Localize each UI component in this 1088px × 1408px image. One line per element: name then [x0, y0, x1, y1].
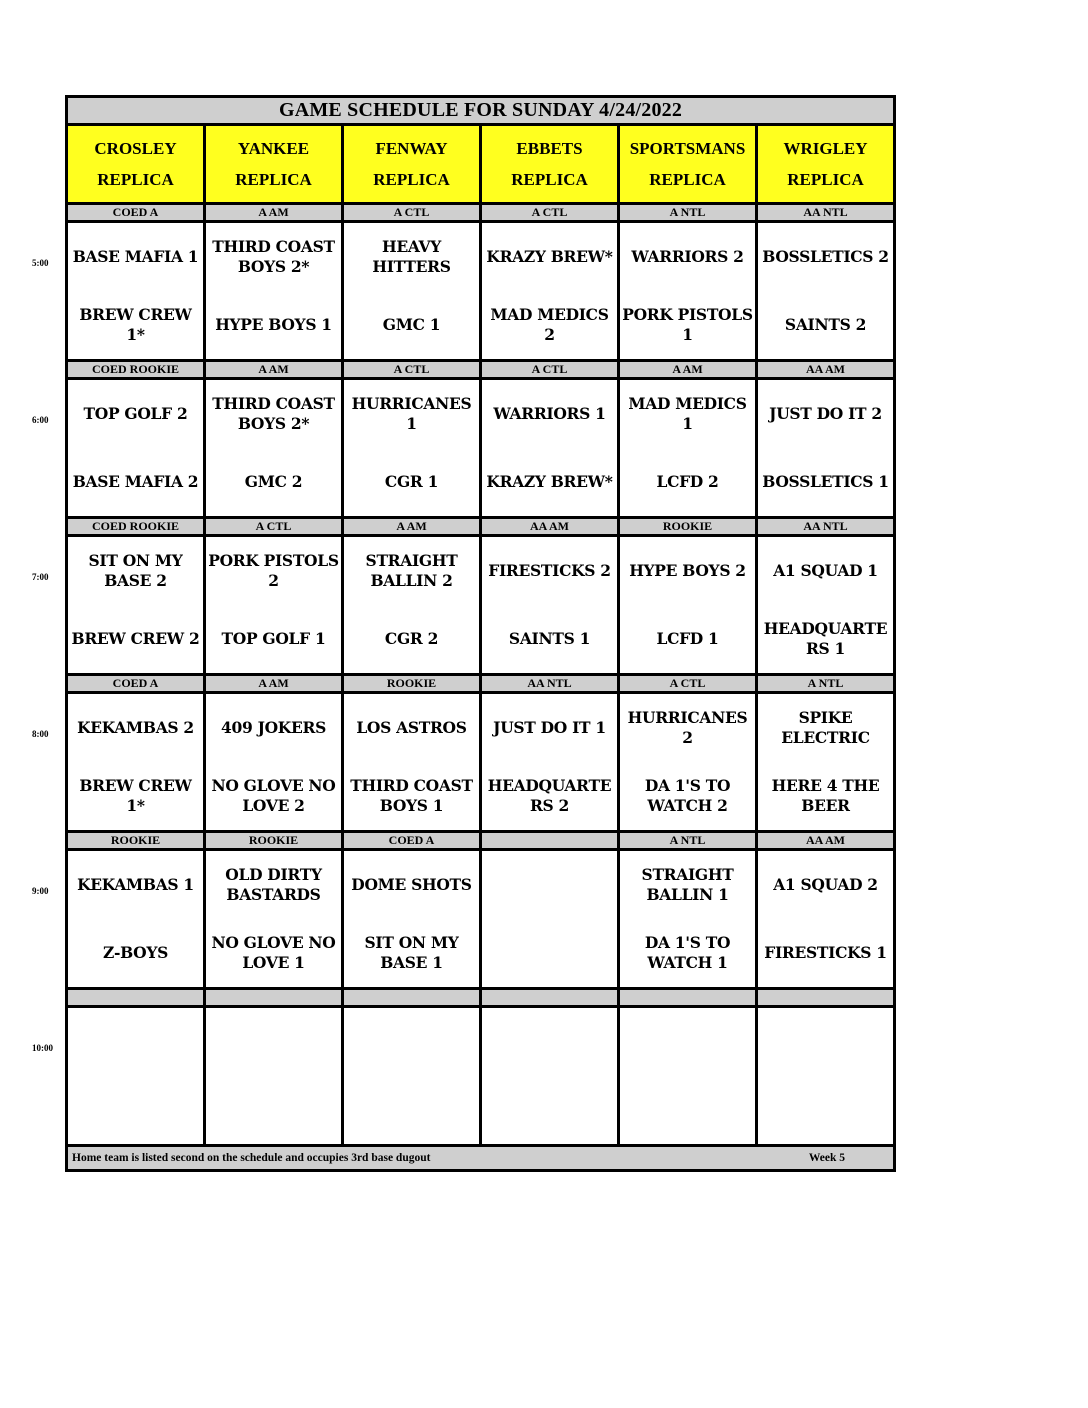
- game-cell: [481, 693, 619, 832]
- division-label: A NTL: [757, 675, 895, 693]
- division-row: [67, 518, 895, 536]
- away-team: HEAVY HITTERS: [372, 237, 451, 276]
- home-team: SIT ON MY BASE 1: [364, 933, 459, 972]
- footer-note: Home team is listed second on the schedule and occupies 3rd base dugout: [72, 1152, 431, 1164]
- division-label: AA NTL: [757, 518, 895, 536]
- home-team: CGR 2: [384, 629, 439, 648]
- home-team: [344, 1076, 479, 1144]
- venue-name: EBBETS: [516, 139, 583, 158]
- division-label: A AM: [205, 675, 343, 693]
- game-cell: [205, 693, 343, 832]
- schedule-table: [65, 95, 896, 1172]
- game-cell: [67, 536, 205, 675]
- division-label: [757, 989, 895, 1007]
- game-cell: [67, 693, 205, 832]
- division-label: COED ROOKIE: [67, 361, 205, 379]
- home-team: [758, 1076, 893, 1144]
- away-team: [344, 1008, 479, 1076]
- game-cell: [67, 222, 205, 361]
- venue-header: [481, 125, 619, 204]
- division-label: AA NTL: [757, 204, 895, 222]
- game-cell: [481, 850, 619, 989]
- page-title: GAME SCHEDULE FOR SUNDAY 4/24/2022: [67, 97, 895, 125]
- away-team: A1 SQUAD 1: [773, 561, 878, 580]
- home-team: [206, 1076, 341, 1144]
- home-team: LCFD 1: [656, 629, 719, 648]
- game-cell: [757, 693, 895, 832]
- game-cell: [757, 222, 895, 361]
- venue-sub: REPLICA: [97, 170, 174, 189]
- home-team: NO GLOVE NO LOVE 2: [211, 776, 336, 815]
- away-team: THIRD COAST BOYS 2*: [212, 394, 335, 433]
- division-row: [67, 361, 895, 379]
- division-row: [67, 989, 895, 1007]
- home-team: [68, 1076, 203, 1144]
- slot-time: 8:00: [32, 728, 49, 739]
- division-label: A AM: [205, 361, 343, 379]
- away-team: THIRD COAST BOYS 2*: [212, 237, 335, 276]
- away-team: BOSSLETICS 2: [762, 247, 889, 266]
- time-slot-row: [67, 379, 895, 518]
- venue-name: SPORTSMANS: [629, 139, 746, 158]
- time-slot-row: [67, 850, 895, 989]
- venue-name: WRIGLEY: [783, 139, 868, 158]
- game-cell: [481, 1007, 619, 1146]
- division-label: A CTL: [481, 204, 619, 222]
- division-label: AA AM: [481, 518, 619, 536]
- away-team: TOP GOLF 2: [83, 404, 188, 423]
- game-cell: [481, 536, 619, 675]
- game-cell: [205, 379, 343, 518]
- division-label: [481, 989, 619, 1007]
- game-cell: [481, 379, 619, 518]
- away-team: STRAIGHT BALLIN 2: [365, 551, 458, 590]
- venue-header: [205, 125, 343, 204]
- division-row: [67, 204, 895, 222]
- home-team: Z-BOYS: [102, 943, 169, 962]
- slot-time: 6:00: [32, 414, 49, 425]
- slot-time: 7:00: [32, 571, 49, 582]
- away-team: KRAZY BREW*: [486, 247, 613, 266]
- time-slot-row: [67, 222, 895, 361]
- venue-name: CROSLEY: [94, 139, 177, 158]
- division-label: [619, 989, 757, 1007]
- division-label: A NTL: [619, 832, 757, 850]
- away-team: [620, 1008, 755, 1076]
- game-cell: [619, 379, 757, 518]
- division-label: AA NTL: [481, 675, 619, 693]
- game-cell: [67, 850, 205, 989]
- home-team: BASE MAFIA 2: [72, 472, 199, 491]
- game-cell: [343, 850, 481, 989]
- venue-header: [67, 125, 205, 204]
- venue-header: [619, 125, 757, 204]
- away-team: [68, 1008, 203, 1076]
- away-team: SPIKE ELECTRIC: [781, 708, 870, 747]
- away-team: HURRICANES 2: [627, 708, 748, 747]
- division-label: [481, 832, 619, 850]
- home-team: NO GLOVE NO LOVE 1: [211, 933, 336, 972]
- away-team: [206, 1008, 341, 1076]
- home-team: HYPE BOYS 1: [215, 315, 332, 334]
- venue-sub: REPLICA: [373, 170, 450, 189]
- away-team: KEKAMBAS 2: [77, 718, 194, 737]
- away-team: JUST DO IT 2: [769, 404, 882, 423]
- game-cell: [619, 1007, 757, 1146]
- venue-sub: REPLICA: [511, 170, 588, 189]
- division-row: [67, 832, 895, 850]
- slot-time: 10:00: [32, 1042, 53, 1053]
- home-team: BREW CREW 1*: [79, 776, 192, 815]
- home-team: [620, 1076, 755, 1144]
- game-cell: [619, 222, 757, 361]
- away-team: WARRIORS 2: [631, 247, 744, 266]
- time-slot-row: [67, 693, 895, 832]
- game-cell: [343, 693, 481, 832]
- week-label: Week 5: [808, 1152, 846, 1164]
- venue-name: FENWAY: [375, 139, 448, 158]
- slot-time: 9:00: [32, 885, 49, 896]
- division-label: ROOKIE: [619, 518, 757, 536]
- home-team: SAINTS 1: [508, 629, 591, 648]
- away-team: DOME SHOTS: [351, 875, 472, 894]
- game-cell: [619, 850, 757, 989]
- away-team: BASE MAFIA 1: [72, 247, 199, 266]
- division-label: ROOKIE: [205, 832, 343, 850]
- game-cell: [205, 850, 343, 989]
- division-label: AA AM: [757, 832, 895, 850]
- division-label: A CTL: [205, 518, 343, 536]
- venue-name: YANKEE: [237, 139, 310, 158]
- away-team: [758, 1008, 893, 1076]
- game-cell: [343, 379, 481, 518]
- away-team: WARRIORS 1: [493, 404, 606, 423]
- home-team: PORK PISTOLS 1: [622, 305, 753, 344]
- game-cell: [67, 379, 205, 518]
- home-team: CGR 1: [384, 472, 439, 491]
- home-team: BOSSLETICS 1: [762, 472, 889, 491]
- away-team: KEKAMBAS 1: [77, 875, 194, 894]
- home-team: GMC 1: [382, 315, 441, 334]
- home-team: BREW CREW 1*: [79, 305, 192, 344]
- division-label: COED A: [343, 832, 481, 850]
- division-label: A CTL: [343, 361, 481, 379]
- division-label: COED ROOKIE: [67, 518, 205, 536]
- away-team: HYPE BOYS 2: [629, 561, 746, 580]
- footer-cell: [67, 1146, 895, 1171]
- venue-sub: REPLICA: [787, 170, 864, 189]
- game-cell: [757, 536, 895, 675]
- slot-time: 5:00: [32, 257, 49, 268]
- division-label: A CTL: [619, 675, 757, 693]
- away-team: STRAIGHT BALLIN 1: [641, 865, 734, 904]
- home-team: FIRESTICKS 1: [764, 943, 887, 962]
- home-team: DA 1'S TO WATCH 2: [644, 776, 731, 815]
- home-team: BREW CREW 2: [71, 629, 200, 648]
- game-cell: [757, 379, 895, 518]
- venue-header: [757, 125, 895, 204]
- away-team: LOS ASTROS: [356, 718, 467, 737]
- home-team: SAINTS 2: [784, 315, 867, 334]
- division-label: A NTL: [619, 204, 757, 222]
- home-team: HERE 4 THE BEER: [771, 776, 880, 815]
- division-label: A CTL: [343, 204, 481, 222]
- venue-header: [343, 125, 481, 204]
- game-cell: [205, 1007, 343, 1146]
- game-cell: [619, 693, 757, 832]
- home-team: LCFD 2: [656, 472, 719, 491]
- division-label: ROOKIE: [67, 832, 205, 850]
- venue-sub: REPLICA: [235, 170, 312, 189]
- home-team: DA 1'S TO WATCH 1: [644, 933, 731, 972]
- home-team: THIRD COAST BOYS 1: [350, 776, 473, 815]
- division-label: COED A: [67, 675, 205, 693]
- game-cell: [757, 1007, 895, 1146]
- home-team: GMC 2: [244, 472, 303, 491]
- division-label: [205, 989, 343, 1007]
- time-slot-row: [67, 536, 895, 675]
- game-cell: [757, 850, 895, 989]
- division-label: A CTL: [481, 361, 619, 379]
- away-team: [482, 1008, 617, 1076]
- away-team: [482, 851, 617, 919]
- home-team: [482, 1076, 617, 1144]
- game-cell: [205, 536, 343, 675]
- division-label: COED A: [67, 204, 205, 222]
- home-team: [482, 919, 617, 987]
- away-team: HURRICANES 1: [351, 394, 472, 433]
- away-team: PORK PISTOLS 2: [208, 551, 339, 590]
- division-label: A AM: [205, 204, 343, 222]
- home-team: MAD MEDICS 2: [490, 305, 609, 344]
- time-slot-row: [67, 1007, 895, 1146]
- away-team: JUST DO IT 1: [493, 718, 606, 737]
- game-cell: [343, 536, 481, 675]
- home-team: HEADQUARTE RS 2: [487, 776, 612, 815]
- home-team: TOP GOLF 1: [221, 629, 326, 648]
- division-label: [67, 989, 205, 1007]
- venue-sub: REPLICA: [649, 170, 726, 189]
- game-cell: [343, 1007, 481, 1146]
- game-cell: [205, 222, 343, 361]
- division-label: A AM: [343, 518, 481, 536]
- division-label: ROOKIE: [343, 675, 481, 693]
- home-team: HEADQUARTE RS 1: [763, 619, 888, 658]
- away-team: OLD DIRTY BASTARDS: [225, 865, 322, 904]
- away-team: 409 JOKERS: [221, 718, 326, 737]
- away-team: FIRESTICKS 2: [488, 561, 611, 580]
- division-label: AA AM: [757, 361, 895, 379]
- game-cell: [481, 222, 619, 361]
- away-team: A1 SQUAD 2: [773, 875, 878, 894]
- game-cell: [343, 222, 481, 361]
- division-row: [67, 675, 895, 693]
- away-team: MAD MEDICS 1: [628, 394, 747, 433]
- footer-row: [67, 1146, 895, 1171]
- game-cell: [67, 1007, 205, 1146]
- away-team: SIT ON MY BASE 2: [88, 551, 183, 590]
- home-team: KRAZY BREW*: [486, 472, 613, 491]
- division-label: A AM: [619, 361, 757, 379]
- division-label: [343, 989, 481, 1007]
- game-cell: [619, 536, 757, 675]
